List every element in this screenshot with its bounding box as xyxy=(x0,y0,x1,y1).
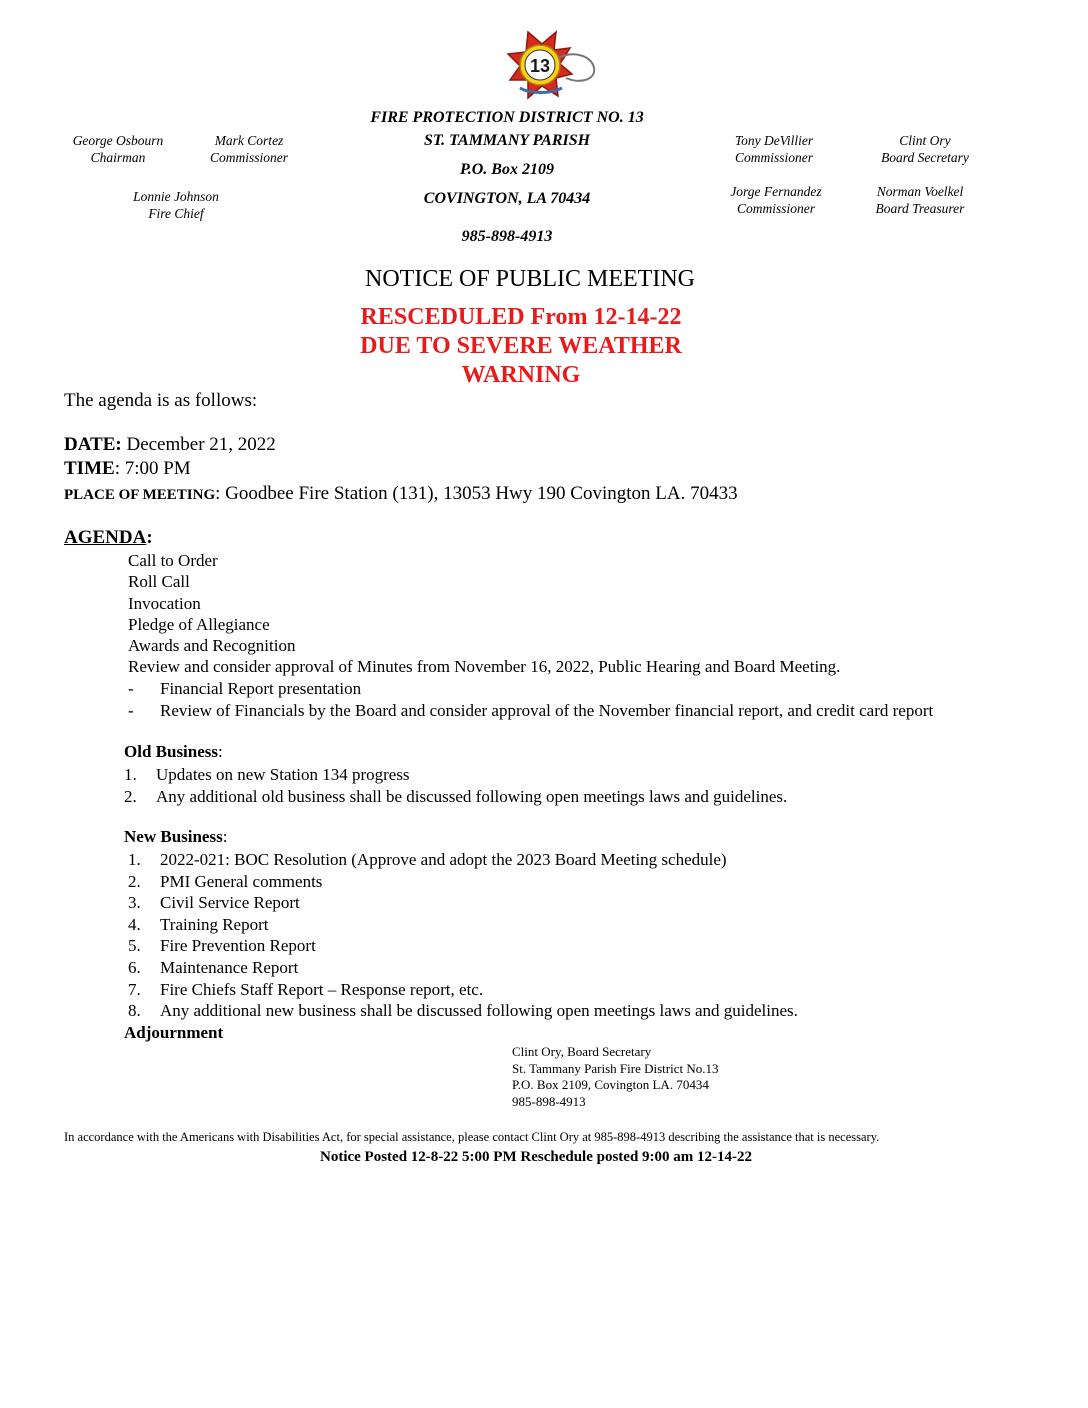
official-commissioner-fernandez: Jorge Fernandez Commissioner xyxy=(730,184,822,216)
list-item: 4. Training Report xyxy=(128,914,269,934)
reschedule-line-3: WARNING xyxy=(461,362,581,388)
ada-notice: In accordance with the Americans with Disabilities Act, for special assistance, please contact Clint Ory at 985-898-4913 describing the assistance that is necessary. xyxy=(64,1130,880,1144)
old-business-heading: Old Business: xyxy=(124,742,223,761)
official-board-secretary: Clint Ory Board Secretary xyxy=(881,133,969,165)
signature-block: Clint Ory, Board Secretary St. Tammany Parish Fire District No.13 P.O. Box 2109, Covington LA. 70434 985-898-4913 xyxy=(512,1044,719,1109)
official-chairman: George Osbourn Chairman xyxy=(72,133,164,165)
meeting-place: PLACE OF MEETING: Goodbee Fire Station (131), 13053 Hwy 190 Covington LA. 70433 xyxy=(64,483,738,504)
agenda-item: Review and consider approval of Minutes from November 16, 2022, Public Hearing and Board Meeting. xyxy=(128,657,841,677)
dash-item: - Review of Financials by the Board and consider approval of the November financial report, and credit card report xyxy=(128,701,934,720)
agenda-item: Invocation xyxy=(128,593,201,613)
old-business-list xyxy=(124,764,787,807)
meeting-time: TIME: 7:00 PM xyxy=(64,458,191,479)
reschedule-line-1: RESCEDULED From 12-14-22 xyxy=(360,304,682,330)
agenda-item: Pledge of Allegiance xyxy=(128,614,270,634)
header-pobox: P.O. Box 2109 xyxy=(460,161,554,178)
list-item: 7. Fire Chiefs Staff Report – Response report, etc. xyxy=(128,979,484,999)
agenda-item: Roll Call xyxy=(128,572,190,592)
list-item: 5. Fire Prevention Report xyxy=(128,936,316,956)
notice-title: NOTICE OF PUBLIC MEETING xyxy=(365,266,695,292)
new-business-heading: New Business: xyxy=(124,827,228,846)
svg-text:13: 13 xyxy=(529,56,551,76)
header-city: COVINGTON, LA 70434 xyxy=(423,190,591,207)
official-commissioner-devillier: Tony DeVillier Commissioner xyxy=(734,133,814,165)
list-item: 2. PMI General comments xyxy=(128,871,323,891)
fire-district-logo xyxy=(484,28,602,110)
official-fire-chief: Lonnie Johnson Fire Chief xyxy=(133,189,219,221)
fire-badge-icon xyxy=(484,28,602,110)
reschedule-line-2: DUE TO SEVERE WEATHER xyxy=(360,333,682,359)
agenda-heading: AGENDA: xyxy=(64,527,153,548)
adjournment: Adjournment xyxy=(124,1023,224,1042)
dash-item: - Financial Report presentation xyxy=(128,679,362,698)
list-item: 1. 2022-021: BOC Resolution (Approve and adopt the 2023 Board Meeting schedule) xyxy=(128,850,727,869)
new-business-list xyxy=(128,849,798,1022)
list-item: 1. Updates on new Station 134 progress xyxy=(124,765,410,784)
official-board-treasurer: Norman Voelkel Board Treasurer xyxy=(875,184,965,216)
agenda-item: Call to Order xyxy=(128,551,218,570)
list-item: 8. Any additional new business shall be discussed following open meetings laws and guidelines. xyxy=(128,1001,798,1021)
list-item: 6. Maintenance Report xyxy=(128,957,299,977)
header-district: FIRE PROTECTION DISTRICT NO. 13 xyxy=(370,109,644,126)
agenda-item: Awards and Recognition xyxy=(128,636,296,656)
list-item: 2. Any additional old business shall be discussed following open meetings laws and guidelines. xyxy=(124,786,788,806)
header-phone: 985-898-4913 xyxy=(461,228,553,245)
official-commissioner-cortez: Mark Cortez Commissioner xyxy=(209,133,288,165)
meeting-date: DATE: December 21, 2022 xyxy=(64,434,276,455)
header-parish: ST. TAMMANY PARISH xyxy=(423,132,591,149)
agenda-list xyxy=(128,550,840,678)
list-item: 3. Civil Service Report xyxy=(128,893,300,913)
dash-list xyxy=(128,678,933,722)
agenda-intro: The agenda is as follows: xyxy=(64,390,258,411)
posted-notice: Notice Posted 12-8-22 5:00 PM Reschedule posted 9:00 am 12-14-22 xyxy=(320,1149,753,1165)
